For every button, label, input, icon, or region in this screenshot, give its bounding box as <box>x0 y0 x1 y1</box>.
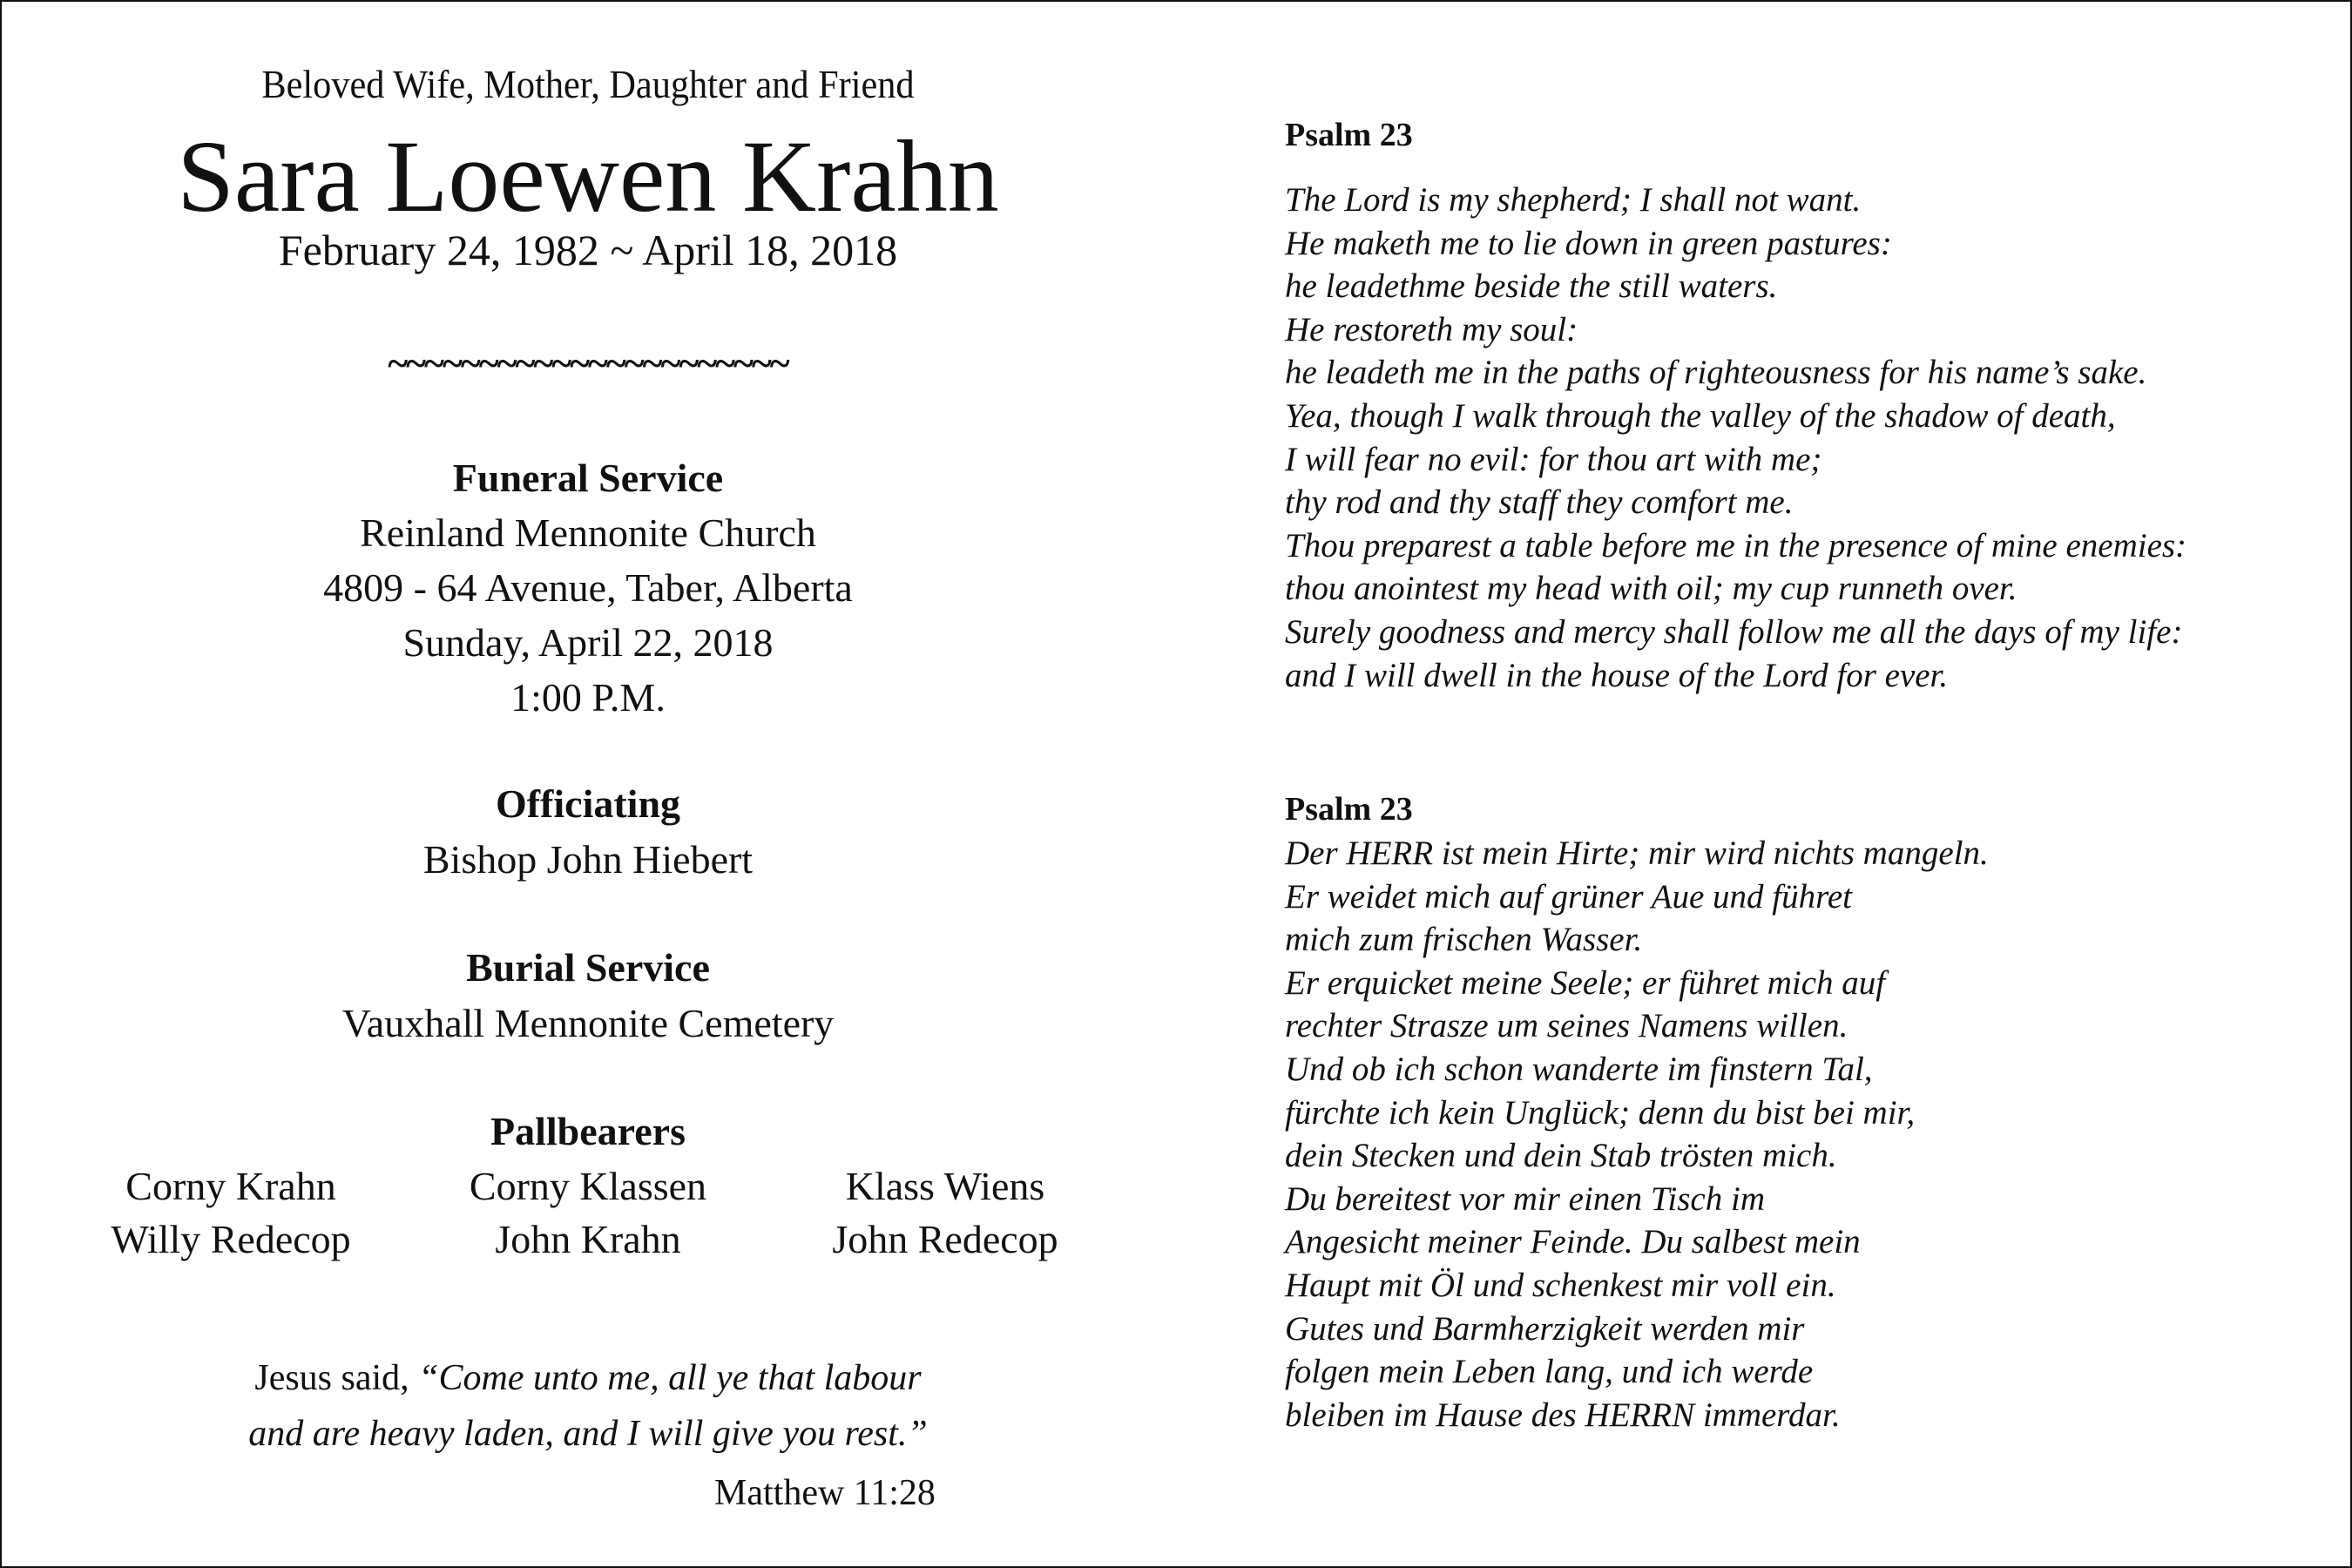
tagline: Beloved Wife, Mother, Daughter and Friend <box>261 62 915 106</box>
pallbearer: John Krahn <box>495 1217 681 1261</box>
pallbearer: Willy Redecop <box>111 1217 351 1261</box>
psalm-line: he leadeth me in the paths of righteousness for his name’s sake. <box>1285 354 2147 392</box>
psalm-line: dein Stecken und dein Stab trösten mich. <box>1285 1137 1837 1175</box>
psalm-line: bleiben im Hause des HERRN immerdar. <box>1285 1396 1841 1434</box>
psalm-line: Angesicht meiner Feinde. Du salbest mein <box>1285 1223 1861 1261</box>
psalm-line: he leadethme beside the still waters. <box>1285 267 1778 306</box>
pallbearer: John Redecop <box>832 1217 1058 1261</box>
psalm-line: Der HERR ist mein Hirte; mir wird nichts mangeln. <box>1285 835 1989 872</box>
psalm-english-heading: Psalm 23 <box>1285 117 1413 153</box>
divider: ~~~~~~~~~~~~~~~~~~~~~~ <box>388 342 788 385</box>
funeral-service-heading: Funeral Service <box>452 456 724 500</box>
psalm-line: folgen mein Leben lang, und ich werde <box>1285 1353 1814 1391</box>
psalm-line: He restoreth my soul: <box>1285 310 1578 348</box>
funeral-time: 1:00 P.M. <box>510 675 666 720</box>
quote-text-1: “Come unto me, all ye that labour <box>418 1358 922 1398</box>
pallbearer: Klass Wiens <box>845 1164 1045 1208</box>
psalm-line: Und ob ich schon wanderte im finstern Tal, <box>1285 1050 1873 1088</box>
officiating-heading: Officiating <box>495 781 681 826</box>
psalm-line: thou anointest my head with oil; my cup runneth over. <box>1285 570 2017 608</box>
psalm-line: Er weidet mich auf grüner Aue und führet <box>1285 877 1853 916</box>
pallbearer: Corny Klassen <box>469 1164 707 1208</box>
burial-location: Vauxhall Mennonite Cemetery <box>341 1001 835 1045</box>
pallbearers-heading: Pallbearers <box>490 1109 686 1153</box>
quote-reference: Matthew 11:28 <box>714 1473 936 1513</box>
psalm-line: Thou preparest a table before me in the presence of mine enemies: <box>1285 526 2187 564</box>
funeral-date: Sunday, April 22, 2018 <box>402 620 774 665</box>
psalm-line: thy rod and thy staff they comfort me. <box>1285 483 1794 522</box>
quote-line-1 <box>0 1357 1176 1399</box>
psalm-english-text <box>1285 179 2186 697</box>
pallbearers-list <box>52 1163 1124 1262</box>
psalm-line: and I will dwell in the house of the Lord for ever. <box>1285 656 1949 694</box>
life-dates: February 24, 1982 ~ April 18, 2018 <box>278 226 898 274</box>
deceased-name: Sara Loewen Krahn <box>177 119 999 233</box>
psalm-line: rechter Strasze um seines Namens willen. <box>1285 1007 1848 1045</box>
psalm-german-heading: Psalm 23 <box>1285 791 1413 828</box>
psalm-line: Surely goodness and mercy shall follow me all the days of my life: <box>1285 612 2183 651</box>
psalm-line: Haupt mit Öl und schenkest mir voll ein. <box>1285 1266 1836 1304</box>
pallbearer: Corny Krahn <box>125 1164 336 1208</box>
funeral-church: Reinland Mennonite Church <box>360 510 816 555</box>
quote-line-2 <box>0 1413 1176 1455</box>
psalm-line: fürchte ich kein Unglück; denn du bist bei mir, <box>1285 1093 1916 1132</box>
psalm-line: Er erquicket meine Seele; er führet mich auf <box>1285 963 1886 1002</box>
psalm-line: I will fear no evil: for thou art with me; <box>1285 440 1822 478</box>
funeral-address: 4809 - 64 Avenue, Taber, Alberta <box>323 565 853 610</box>
quote-text-2: and are heavy laden, and I will give you rest.” <box>248 1414 928 1454</box>
psalm-line: mich zum frischen Wasser. <box>1285 921 1643 959</box>
psalm-german-text <box>1285 832 1989 1436</box>
officiant-name: Bishop John Hiebert <box>422 837 754 882</box>
psalm-line: Yea, though I walk through the valley of the shadow of death, <box>1285 396 2116 435</box>
psalm-line: The Lord is my shepherd; I shall not want. <box>1285 181 1862 219</box>
burial-heading: Burial Service <box>466 945 710 990</box>
psalm-line: Gutes und Barmherzigkeit werden mir <box>1285 1309 1805 1348</box>
psalm-line: He maketh me to lie down in green pastures: <box>1285 224 1892 262</box>
quote-prefix: Jesus said, <box>254 1358 419 1398</box>
psalm-line: Du bereitest vor mir einen Tisch im <box>1285 1179 1765 1218</box>
